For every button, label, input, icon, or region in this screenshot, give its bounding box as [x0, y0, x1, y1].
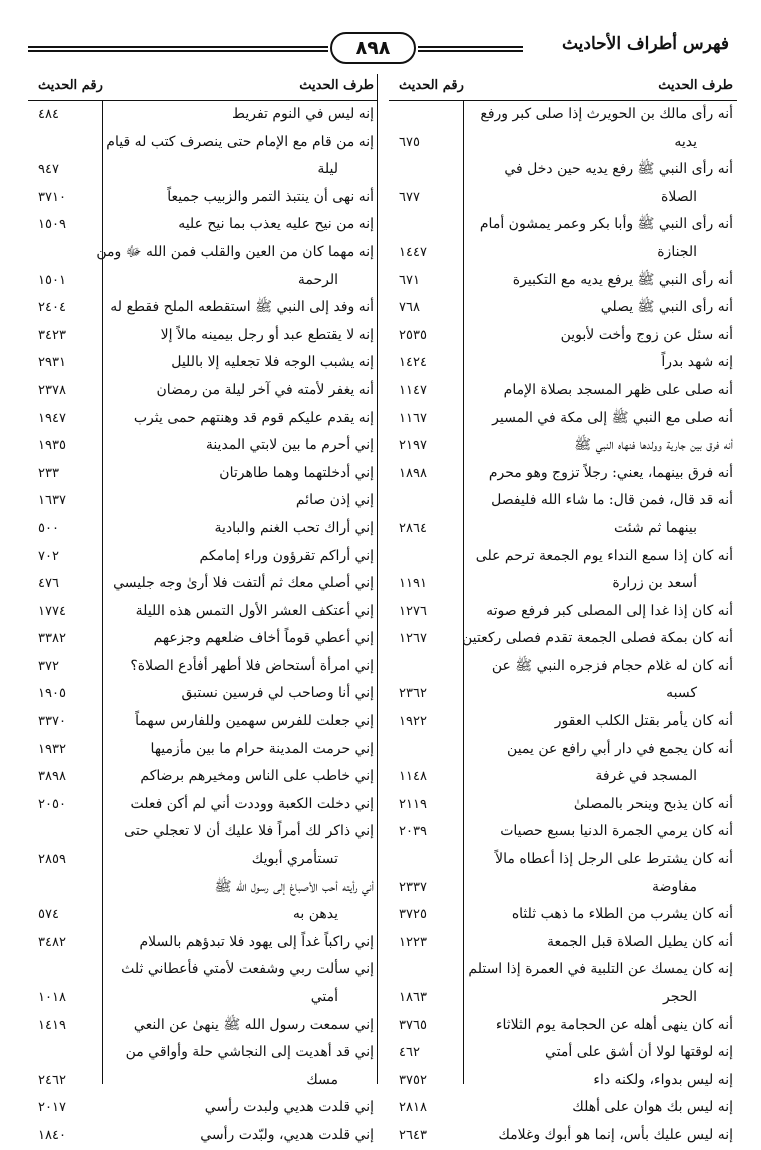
index-entry	[28, 680, 378, 708]
hadith-number: ١٠١٨	[38, 990, 66, 1005]
column-header	[389, 74, 737, 101]
hadith-number: ٦٧٥	[399, 134, 420, 150]
hadith-number: ٢٠٥٠	[38, 796, 66, 812]
hadith-number: ٣٧٥٢	[399, 1072, 427, 1088]
hadith-number: ١٢٢٣	[399, 934, 427, 950]
hadith-number: ٣٧٢	[38, 658, 59, 674]
hadith-fragment: أنه رأى النبي ﷺ وأبا بكر وعمر يمشون أمام	[479, 216, 733, 233]
header-hadith-text: طرف الحديث	[299, 78, 374, 93]
hadith-number: ٢٠٣٩	[399, 824, 427, 840]
hadith-fragment: أنه كان له غلام حجام فزجره النبي ﷺ عن	[491, 657, 733, 674]
hadith-fragment: إنه ليس بك هوان على أهلك	[572, 1099, 733, 1116]
hadith-fragment: أنه كان إذا سمع النداء يوم الجمعة ترحم على	[475, 547, 733, 564]
hadith-fragment: أنه رأى النبي ﷺ رفع يديه حين دخل في	[504, 161, 733, 178]
hadith-fragment: أنه كان إذا غدا إلى المصلى كبر فرفع صوته	[486, 602, 733, 619]
hadith-number: ٧٠٢	[38, 548, 59, 564]
hadith-fragment: إني قد أهديت إلى النجاشي حلة وأواقي من	[125, 1044, 374, 1061]
hadith-fragment: أنه كان ينهى أهله عن الحجامة يوم الثلاثاء	[495, 1016, 733, 1033]
hadith-number: ٤٨٤	[38, 107, 59, 122]
hadith-fragment: إني ذاكر لك أمراً فلا عليك أن لا تعجلي حتى	[124, 823, 374, 840]
hadith-fragment: إنه ليس في النوم تفريط	[232, 106, 374, 122]
hadith-fragment: مفاوضة	[651, 878, 697, 895]
index-entry	[28, 405, 378, 433]
index-entry	[389, 515, 737, 543]
index-entry	[28, 1094, 378, 1122]
index-entry	[28, 267, 378, 295]
index-entry	[389, 598, 737, 626]
index-entry	[28, 294, 378, 322]
index-entry	[28, 625, 378, 653]
hadith-fragment: أنه كان بمكة فصلى الجمعة تقدم فصلى ركعتين	[462, 630, 733, 647]
hadith-number: ١٩٠٥	[38, 686, 66, 702]
hadith-number: ١٨٩٨	[399, 465, 427, 481]
hadith-number: ١٤٢٤	[399, 355, 427, 371]
hadith-fragment: إني أصلي معك ثم ألتفت فلا أرىٰ وجه جليسي	[113, 575, 374, 592]
index-entry	[389, 211, 737, 239]
hadith-fragment: أنه نهى أن ينتبذ التمر والزبيب جميعاً	[167, 188, 374, 205]
hadith-fragment: إنه من نيح عليه يعذب بما نيح عليه	[178, 216, 374, 233]
index-entry	[28, 708, 378, 736]
hadith-fragment: الرحمة	[297, 271, 338, 288]
hadith-number: ١٢٧٦	[399, 603, 427, 619]
index-entry	[389, 1012, 737, 1040]
hadith-number: ٢٤٠٤	[38, 300, 66, 316]
index-entry	[389, 625, 737, 653]
running-title: فهرس أطراف الأحاديث	[561, 34, 729, 54]
hadith-number: ٢٨٥٩	[38, 852, 66, 868]
hadith-number: ١١٤٨	[399, 769, 427, 785]
index-list	[389, 101, 737, 1150]
index-entry	[28, 653, 378, 681]
hadith-fragment: إني أراك تحب الغنم والبادية	[214, 519, 374, 536]
index-entry	[389, 487, 737, 515]
index-entry	[28, 874, 378, 902]
hadith-fragment: إني أعتكف العشر الأول التمس هذه الليلة	[135, 602, 374, 619]
hadith-number: ٢١١٩	[399, 796, 427, 812]
hadith-fragment: أنه صلى مع النبي ﷺ إلى مكة في المسير	[492, 409, 733, 426]
index-entry	[28, 1039, 378, 1067]
hadith-fragment: الجنازة	[657, 243, 697, 260]
hadith-number: ٢٤٦٢	[38, 1072, 66, 1088]
index-entry	[389, 460, 737, 488]
hadith-number: ١٨٤٠	[38, 1127, 66, 1143]
index-entry	[28, 736, 378, 764]
index-entry	[28, 184, 378, 212]
hadith-number: ١٩٢٢	[399, 714, 427, 730]
hadith-fragment: إني حرمت المدينة حرام ما بين مأزميها	[150, 740, 374, 757]
hadith-number: ١٤١٩	[38, 1017, 66, 1033]
hadith-number: ٢٣٦٢	[399, 686, 427, 702]
hadith-fragment: إني إذن صائم	[295, 492, 374, 509]
hadith-number: ٧٦٨	[399, 300, 420, 316]
hadith-number: ٣٧٦٥	[399, 1017, 427, 1033]
index-entry	[389, 846, 737, 874]
hadith-number: ٢٩٣١	[38, 355, 66, 371]
header-hadith-number: رقم الحديث	[399, 78, 464, 93]
index-entry	[389, 294, 737, 322]
hadith-number: ١٨٦٣	[399, 990, 427, 1005]
hadith-fragment: أنه كان يأمر بقتل الكلب العقور	[554, 713, 733, 730]
header-rule	[28, 50, 328, 52]
hadith-fragment: إنه يشبب الوجه فلا تجعليه إلا بالليل	[171, 354, 374, 371]
index-entry	[28, 846, 378, 874]
hadith-number: ١٩٣٢	[38, 741, 66, 757]
hadith-number: ٣٤٢٣	[38, 327, 66, 343]
index-entry	[389, 322, 737, 350]
hadith-number: ٢٥٣٥	[399, 327, 427, 343]
hadith-fragment: إني خاطب على الناس ومخيرهم برضاكم	[140, 768, 374, 785]
index-entry	[28, 129, 378, 157]
hadith-number: ٢٣٣	[38, 465, 59, 481]
hadith-number: ٤٧٦	[38, 576, 59, 592]
hadith-fragment: إني امرأة أستحاض فلا أطهر أفأدع الصلاة؟	[130, 657, 374, 674]
hadith-number: ٢٨٦٤	[399, 520, 427, 536]
hadith-number: ١٢٦٧	[399, 631, 427, 647]
hadith-number: ٢٣٧٨	[38, 382, 66, 398]
hadith-number: ١٧٧٤	[38, 603, 66, 619]
hadith-fragment: أنه سئل عن زوج وأخت لأبوين	[560, 326, 733, 343]
index-entry	[389, 432, 737, 460]
index-entry	[389, 405, 737, 433]
right-column	[389, 74, 737, 1143]
index-entry	[389, 101, 737, 129]
hadith-fragment: أنه كان يجمع في دار أبي رافع عن يمين	[507, 740, 733, 757]
hadith-fragment: إنه يقدم عليكم قوم قد وهنتهم حمى يثرب	[133, 409, 374, 426]
index-entry	[28, 349, 378, 377]
index-entry	[28, 984, 378, 1012]
hadith-number: ٢٠١٧	[38, 1100, 66, 1116]
hadith-number: ٣٧١٠	[38, 189, 66, 205]
index-entry	[389, 680, 737, 708]
index-entry	[389, 763, 737, 791]
index-entry	[389, 1122, 737, 1150]
index-entry	[28, 101, 378, 129]
index-entry	[389, 1067, 737, 1095]
index-entry	[389, 708, 737, 736]
page-header	[28, 28, 733, 68]
index-entry	[28, 1067, 378, 1095]
index-entry	[389, 267, 737, 295]
index-entry	[389, 736, 737, 764]
index-list	[28, 101, 378, 1150]
index-entry	[389, 901, 737, 929]
index-entry	[389, 184, 737, 212]
hadith-fragment: يديه	[674, 133, 697, 150]
hadith-number: ٢٨١٨	[399, 1100, 427, 1116]
hadith-fragment: المسجد في غرفة	[595, 768, 697, 785]
hadith-number: ٦٧٧	[399, 189, 420, 205]
hadith-number: ١٤٤٧	[399, 244, 427, 260]
index-entry	[28, 322, 378, 350]
hadith-number: ٥٠٠	[38, 520, 59, 536]
hadith-fragment: أنه رأى النبي ﷺ يرفع يديه مع التكبيرة	[512, 271, 733, 288]
hadith-fragment: إنه لا يقتطع عبد أو رجل بيمينه مالاً إلا	[160, 326, 374, 343]
hadith-number: ١٩٣٥	[38, 438, 66, 454]
hadith-number: ٦٧١	[399, 272, 420, 288]
index-entry	[28, 929, 378, 957]
header-rule	[28, 46, 328, 48]
left-column	[28, 74, 378, 1143]
index-entry	[28, 156, 378, 184]
index-entry	[28, 487, 378, 515]
index-entry	[389, 818, 737, 846]
index-entry	[28, 515, 378, 543]
hadith-number: ١٩٤٧	[38, 410, 66, 426]
hadith-fragment: إنه من قام مع الإمام حتى ينصرف كتب له قيام	[106, 133, 374, 150]
hadith-fragment: أسعد بن زرارة	[612, 575, 697, 592]
hadith-fragment: الحجر	[663, 989, 697, 1005]
hadith-fragment: إنه لوقتها لولا أن أشق على أمتي	[544, 1044, 733, 1061]
hadith-fragment: تستأمري أبويك	[251, 851, 338, 868]
index-entry	[389, 349, 737, 377]
hadith-number: ٣٤٨٢	[38, 934, 66, 950]
index-entry	[28, 460, 378, 488]
hadith-fragment: أنه كان يشرب من الطلاء ما ذهب ثلثاه	[511, 906, 733, 923]
hadith-number: ١١٤٧	[399, 382, 427, 398]
hadith-number: ٢٦٤٣	[399, 1127, 427, 1143]
index-entry	[28, 377, 378, 405]
hadith-fragment: أني رأيته أحب الأصباغ إلى رسول الله ﷺ	[214, 878, 374, 895]
index-entry	[28, 239, 378, 267]
header-hadith-text: طرف الحديث	[658, 78, 733, 93]
hadith-fragment: ليلة	[317, 161, 338, 178]
hadith-fragment: إني قلدت هديي، ولبّدت رأسي	[200, 1126, 374, 1143]
hadith-fragment: إنه ليس بدواء، ولكنه داء	[593, 1071, 733, 1088]
hadith-fragment: أنه قد قال، فمن قال: ما شاء الله فليفصل	[491, 492, 733, 509]
hadith-fragment: أنه كان يذبح وينحر بالمصلىٰ	[573, 795, 733, 812]
index-entry	[28, 1012, 378, 1040]
hadith-number: ٣٣٨٢	[38, 631, 66, 647]
hadith-fragment: إني دخلت الكعبة ووددت أني لم أكن فعلت	[130, 795, 374, 812]
hadith-fragment: أنه يغفر لأمته في آخر ليلة من رمضان	[156, 381, 374, 398]
index-entry	[389, 1039, 737, 1067]
hadith-fragment: إنه شهد بدراً	[661, 354, 733, 371]
hadith-number: ٩٤٧	[38, 162, 59, 178]
index-entry	[389, 984, 737, 1012]
index-entry	[389, 239, 737, 267]
hadith-number: ٢٣٣٧	[399, 879, 427, 895]
hadith-fragment: أنه كان يشترط على الرجل إذا أعطاه مالاً	[495, 851, 733, 868]
index-entry	[389, 570, 737, 598]
hadith-number: ٣٨٩٨	[38, 769, 66, 785]
index-entry	[389, 929, 737, 957]
hadith-number: ١١٦٧	[399, 410, 427, 426]
hadith-fragment: أنه رأى مالك بن الحويرث إذا صلى كبر ورفع	[480, 106, 733, 122]
hadith-fragment: أنه فرق بين جارية وولدها فنهاه النبي ﷺ	[574, 437, 733, 454]
index-entry	[28, 432, 378, 460]
hadith-fragment: إني سمعت رسول الله ﷺ ينهىٰ عن النعي	[133, 1016, 374, 1033]
hadith-fragment: إني أنا وصاحب لي فرسين نستبق	[181, 685, 374, 702]
hadith-fragment: أنه فرق بينهما، يعني: رجلاً تزوج وهو محرم	[488, 464, 733, 481]
hadith-number: ١٥٠٩	[38, 217, 66, 233]
index-entry	[389, 129, 737, 157]
hadith-fragment: أنه وفد إلى النبي ﷺ استقطعه الملح فقطع له	[110, 299, 374, 316]
hadith-fragment: أنه صلى على ظهر المسجد بصلاة الإمام	[503, 381, 733, 398]
hadith-number: ١١٩١	[399, 576, 427, 592]
hadith-fragment: يدهن به	[292, 906, 338, 923]
hadith-fragment: الصلاة	[661, 188, 697, 205]
index-entry	[28, 791, 378, 819]
hadith-fragment: إنه ليس عليك بأس، إنما هو أبوك وغلامك	[498, 1126, 733, 1143]
header-rule	[418, 50, 523, 52]
hadith-number: ٥٧٤	[38, 907, 59, 923]
index-entry	[28, 543, 378, 571]
index-entry	[28, 818, 378, 846]
index-entry	[389, 377, 737, 405]
hadith-fragment: إنه مهما كان من العين والقلب فمن الله ﷻ ومن	[96, 243, 374, 260]
index-entry	[28, 901, 378, 929]
hadith-fragment: إني أدخلتهما وهما طاهرتان	[219, 464, 374, 481]
index-entry	[389, 543, 737, 571]
hadith-number: ١٦٣٧	[38, 493, 66, 509]
index-entry	[28, 763, 378, 791]
hadith-fragment: إني جعلت للفرس سهمين وللفارس سهماً	[135, 713, 374, 730]
index-entry	[389, 874, 737, 902]
hadith-number: ٢١٩٧	[399, 438, 427, 454]
hadith-fragment: إني أحرم ما بين لابتي المدينة	[205, 437, 374, 454]
hadith-fragment: أمتي	[310, 989, 338, 1005]
index-entry	[389, 1094, 737, 1122]
hadith-fragment: بينهما ثم شئت	[614, 519, 697, 536]
header-rule	[418, 46, 523, 48]
index-entry	[28, 211, 378, 239]
hadith-fragment: إني سألت ربي وشفعت لأمتي فأعطاني ثلث	[121, 961, 374, 978]
page-number: ٨٩٨	[330, 32, 416, 64]
hadith-fragment: إني راكباً غداً إلى يهود فلا تبدؤهم بالسلام	[139, 933, 374, 950]
hadith-fragment: إني قلدت هديي ولبدت رأسي	[204, 1099, 374, 1116]
index-entry	[28, 956, 378, 984]
index-entry	[389, 653, 737, 681]
hadith-fragment: كسبه	[666, 685, 697, 702]
index-entry	[28, 598, 378, 626]
column-header	[28, 74, 378, 101]
index-entry	[389, 156, 737, 184]
hadith-fragment: إني أراكم تقرؤون وراء إمامكم	[199, 547, 374, 564]
hadith-fragment: أنه رأى النبي ﷺ يصلي	[600, 299, 733, 316]
hadith-number: ١٥٠١	[38, 272, 66, 288]
hadith-number: ٣٣٧٠	[38, 714, 66, 730]
index-entry	[28, 1122, 378, 1150]
hadith-fragment: مسك	[306, 1071, 338, 1088]
hadith-number: ٤٦٢	[399, 1045, 420, 1061]
hadith-fragment: إنه كان يمسك عن التلبية في العمرة إذا استلم	[468, 961, 733, 978]
index-entry	[389, 791, 737, 819]
hadith-fragment: إني أعطي قوماً أخاف ضلعهم وجزعهم	[153, 630, 374, 647]
index-entry	[389, 956, 737, 984]
hadith-fragment: أنه كان يطيل الصلاة قبل الجمعة	[546, 933, 733, 950]
hadith-fragment: أنه كان يرمي الجمرة الدنيا بسبع حصيات	[500, 823, 733, 840]
header-hadith-number: رقم الحديث	[38, 78, 103, 93]
index-entry	[28, 570, 378, 598]
hadith-number: ٣٧٢٥	[399, 907, 427, 923]
